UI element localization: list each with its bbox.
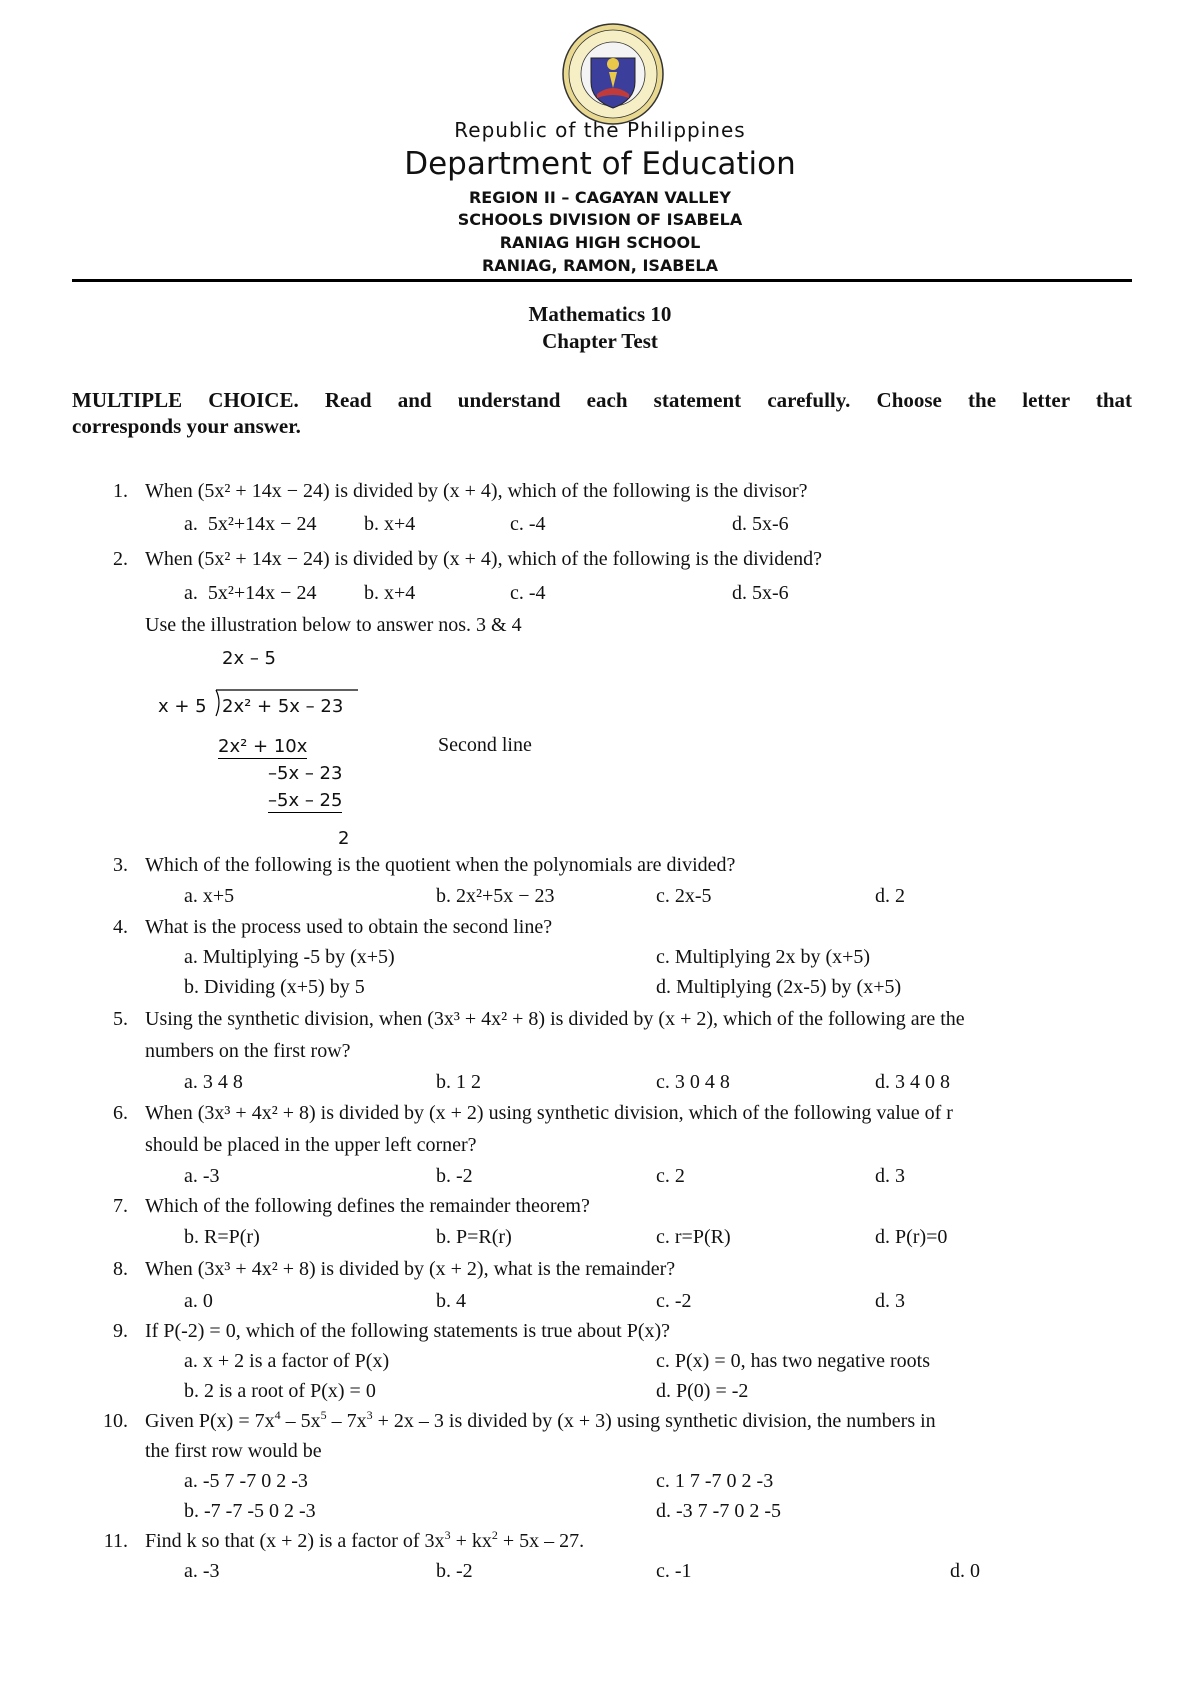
- q9-choice-c: c. P(x) = 0, has two negative roots: [656, 1350, 931, 1372]
- q5-choice-b: b. 1 2: [436, 1071, 481, 1093]
- q3-number: 3.: [113, 854, 128, 876]
- q1-choice-c: c. -4: [510, 513, 546, 535]
- q3-choice-d: d. 2: [875, 885, 905, 907]
- subject-title: Mathematics 10: [528, 302, 672, 326]
- q11-choice-b: b. -2: [436, 1560, 473, 1582]
- q4-choice-a: a. Multiplying -5 by (x+5): [184, 946, 395, 968]
- q9-choice-d: d. P(0) = -2: [656, 1380, 749, 1402]
- q2-text: When (5x² + 14x − 24) is divided by (x + 4), which of the following is the dividend?: [145, 548, 822, 570]
- q10-choice-b: b. -7 -7 -5 0 2 -3: [184, 1500, 316, 1522]
- q9-choice-a: a. x + 2 is a factor of P(x): [184, 1350, 390, 1372]
- q11-choice-a: a. -3: [184, 1560, 220, 1582]
- long-division-line2: –5x – 23: [268, 763, 343, 784]
- q10-choice-c: c. 1 7 -7 0 2 -3: [656, 1470, 774, 1492]
- q7-number: 7.: [113, 1195, 128, 1217]
- q1-divisor-expr: (x + 4): [442, 480, 498, 502]
- q8-text: When (3x³ + 4x² + 8) is divided by (x + 2), what is the remainder?: [145, 1258, 676, 1280]
- q1-choice-a: a. 5x²+14x − 24: [184, 513, 317, 535]
- address-label: RANIAG, RAMON, ISABELA: [481, 256, 719, 275]
- q2-number: 2.: [113, 548, 128, 570]
- q10-choice-a: a. -5 7 -7 0 2 -3: [184, 1470, 308, 1492]
- q4-text: What is the process used to obtain the second line?: [145, 916, 553, 938]
- q10-text: Given $P(x) = 7x^4 - 5x^5 - 7x^3 + 2x - 3$ is divided by (x + 3) using synthetic division, the numbers in: [145, 1408, 936, 1432]
- q11-number: 11.: [103, 1530, 128, 1552]
- q11-text: Find k so that (x + 2) is a factor of $3x^3 + kx^2 + 5x - 27$.: [145, 1528, 585, 1552]
- q6-choice-c: c. 2: [656, 1165, 685, 1187]
- q5-choice-a: a. 3 4 8: [184, 1071, 243, 1093]
- q2-choice-b: b. x+4: [364, 582, 416, 604]
- q1-choice-d: d. 5x-6: [732, 513, 789, 535]
- q4-choice-c: c. Multiplying 2x by (x+5): [656, 946, 871, 968]
- instructions-line2: corresponds your answer.: [72, 414, 301, 438]
- long-division-divisor: x + 5: [158, 696, 207, 717]
- long-division-dividend: 2x² + 5x – 23: [222, 696, 344, 717]
- q6-choice-d: d. 3: [875, 1165, 905, 1187]
- deped-seal-icon: [561, 22, 665, 126]
- q3-text: Which of the following is the quotient when the polynomials are divided?: [145, 854, 736, 876]
- q10-choice-d: d. -3 7 -7 0 2 -5: [656, 1500, 781, 1522]
- q11-choice-c: c. -1: [656, 1560, 692, 1582]
- q10-number: 10.: [103, 1410, 128, 1432]
- school-label: RANIAG HIGH SCHOOL: [499, 233, 701, 252]
- q7-text: Which of the following defines the remainder theorem?: [145, 1195, 590, 1217]
- q8-number: 8.: [113, 1258, 128, 1280]
- q11-choice-d: d. 0: [950, 1560, 980, 1582]
- q8-choice-c: c. -2: [656, 1290, 692, 1312]
- q7-choice-d: d. P(r)=0: [875, 1226, 948, 1248]
- second-line-label: Second line: [438, 734, 532, 756]
- q6-number: 6.: [113, 1102, 128, 1124]
- long-division-quotient: 2x – 5: [222, 648, 276, 669]
- q8-choice-b: b. 4: [436, 1290, 466, 1312]
- q8-choice-a: a. 0: [184, 1290, 213, 1312]
- q5-choice-c: c. 3 0 4 8: [656, 1071, 730, 1093]
- q6-choice-a: a. -3: [184, 1165, 220, 1187]
- long-division-line3: –5x – 25: [268, 790, 343, 811]
- q5-choice-d: d. 3 4 0 8: [875, 1071, 950, 1093]
- q6-text: When (3x³ + 4x² + 8) is divided by (x + 2) using synthetic division, which of the following value of r: [145, 1102, 953, 1124]
- q5-number: 5.: [113, 1008, 128, 1030]
- header-divider: [72, 279, 1132, 282]
- long-division-line1: 2x² + 10x: [218, 736, 308, 757]
- q3-choice-b: b. 2x²+5x − 23: [436, 885, 555, 907]
- q1-choice-b: b. x+4: [364, 513, 416, 535]
- q3-choice-a: a. x+5: [184, 885, 235, 907]
- q9-number: 9.: [113, 1320, 128, 1342]
- test-title: Chapter Test: [542, 329, 658, 353]
- long-division-remainder: 2: [338, 828, 350, 849]
- q6-text-cont: should be placed in the upper left corner?: [145, 1134, 477, 1156]
- division-label: SCHOOLS DIVISION OF ISABELA: [457, 210, 743, 229]
- department-title: Department of Education: [404, 146, 796, 182]
- q1-text: When (5x² + 14x − 24) is divided by (x + 4), which of the following is the divisor?: [145, 480, 808, 502]
- q9-text: If P(-2) = 0, which of the following statements is true about P(x)?: [145, 1320, 671, 1342]
- q2-choice-a: a. 5x²+14x − 24: [184, 582, 317, 604]
- q5-text: Using the synthetic division, when (3x³ + 4x² + 8) is divided by (x + 2), which of the following are the: [145, 1008, 965, 1030]
- republic-label: Republic of the Philippines: [454, 118, 746, 142]
- q1-dividend-expr: (5x² + 14x − 24): [197, 480, 330, 502]
- q7-choice-a: b. R=P(r): [184, 1226, 260, 1248]
- region-label: REGION II – CAGAYAN VALLEY: [468, 188, 732, 207]
- q4-choice-b: b. Dividing (x+5) by 5: [184, 976, 365, 998]
- q2-choice-d: d. 5x-6: [732, 582, 789, 604]
- q7-choice-b: b. P=R(r): [436, 1226, 512, 1248]
- q4-number: 4.: [113, 916, 128, 938]
- instructions-line1: MULTIPLE CHOICE. Read and understand each statement carefully. Choose the letter that: [72, 388, 1132, 412]
- q1-number: 1.: [113, 480, 128, 502]
- q7-choice-c: c. r=P(R): [656, 1226, 731, 1248]
- q6-choice-b: b. -2: [436, 1165, 473, 1187]
- q3-choice-c: c. 2x-5: [656, 885, 712, 907]
- q10-text-cont: the first row would be: [145, 1440, 322, 1462]
- illustration-intro: Use the illustration below to answer nos. 3 & 4: [145, 614, 522, 636]
- q5-text-cont: numbers on the first row?: [145, 1040, 351, 1062]
- q9-choice-b: b. 2 is a root of P(x) = 0: [184, 1380, 376, 1402]
- q8-choice-d: d. 3: [875, 1290, 905, 1312]
- q2-choice-c: c. -4: [510, 582, 546, 604]
- q4-choice-d: d. Multiplying (2x-5) by (x+5): [656, 976, 902, 998]
